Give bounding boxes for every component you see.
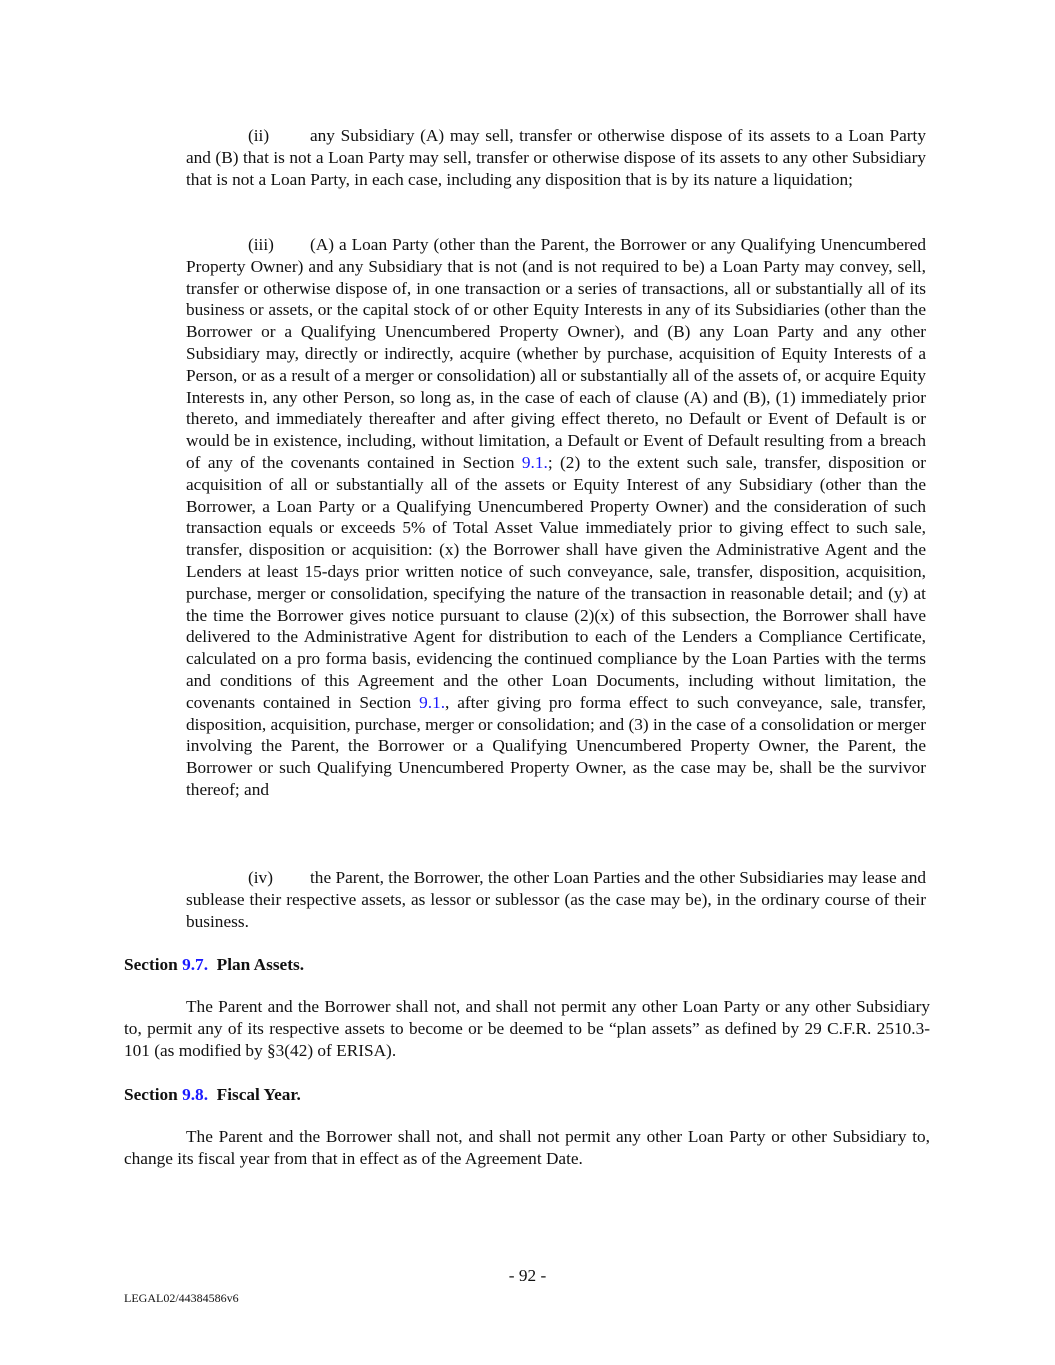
section-9-1-link[interactable]: 9.1. <box>521 452 548 472</box>
section-9-8-heading <box>124 1084 301 1106</box>
section-9-8-title: Fiscal Year. <box>216 1085 301 1104</box>
section-9-8-link[interactable]: 9.8. <box>182 1085 209 1104</box>
clause-ii-text: any Subsidiary (A) may sell, transfer or otherwise dispose of its assets to a Loan Party and (B) that is not a Loan Party may sell, transfer or otherwise dispose of its assets to any other Subsidiary that is not a Loan Party, in each case, including any disposition that is by its nature a liquidation; <box>186 126 926 189</box>
clause-ii-number: (ii) <box>248 126 270 145</box>
section-9-8-body: The Parent and the Borrower shall not, and shall not permit any other Loan Party or other Subsidiary to, change its fiscal year from that in effect as of the Agreement Date. <box>124 1127 930 1168</box>
clause-iv-text: the Parent, the Borrower, the other Loan Parties and the other Subsidiaries may lease and sublease their respective assets, as lessor or sublessor (as the case may be), in the ordinary course of their business. <box>186 868 926 931</box>
section-9-7-prefix: Section <box>124 955 183 974</box>
clause-iv <box>186 867 926 932</box>
section-9-7-heading <box>124 954 304 976</box>
clause-iii-text-1: (A) a Loan Party (other than the Parent, the Borrower or any Qualifying Unencumbered Property Owner) and any Subsidiary that is not (and is not required to be) a Loan Party may convey, sell, transfer or otherwise dispose of, in one transaction or a series of transactions, all or substantially all of its business or assets, or the capital stock of or other Equity Interests in any of its Subsidiaries (other than the Borrower or a Qualifying Unencumbered Property Owner), and (B) any Loan Party and any other Subsidiary may, directly or indirectly, acquire (whether by purchase, acquisition of Equity Interests of a Person, or as a result of a merger or consolidation) all or substantially all of the assets of, or acquire Equity Interests in, any other Person, so long as, in the case of each of clause (A) and (B), (1) immediately prior thereto, and immediately thereafter and after giving effect thereto, no Default or Event of Default is or would be in existence, including, without limitation, a Default or Event of Default resulting from a breach of any of the covenants contained in Section <box>186 235 926 472</box>
section-9-7-body: The Parent and the Borrower shall not, and shall not permit any other Loan Party or any other Subsidiary to, permit any of its respective assets to become or be deemed to be “plan assets” as defined by 29 C.F.R. 2510.3-101 (as modified by §3(42) of ERISA). <box>124 997 930 1060</box>
section-9-7-link[interactable]: 9.7. <box>182 955 209 974</box>
section-9-8-prefix: Section <box>124 1085 183 1104</box>
clause-iii-number: (iii) <box>248 235 274 254</box>
section-9-7-title: Plan Assets. <box>216 955 305 974</box>
page-number: - 92 - <box>508 1266 547 1285</box>
clause-iv-number: (iv) <box>248 868 273 887</box>
document-id: LEGAL02/44384586v6 <box>124 1291 239 1305</box>
clause-iii-text-3: , after giving pro forma effect to such conveyance, sale, transfer, disposition, acquisition, purchase, merger or consolidation; and (3) in the case of a consolidation or merger involving the Parent, the Borrower or a Qualifying Unencumbered Property Owner, the Parent, the Borrower or such Qualifying Unencumbered Property Owner, as the case may be, shall be the survivor thereof; and <box>186 692 926 799</box>
clause-iii <box>186 234 926 801</box>
clause-iii-text-2: ; (2) to the extent such sale, transfer, disposition or acquisition of all or substantially all of the assets or Equity Interest of any Subsidiary (other than the Borrower, a Loan Party or a Qualifying Unencumbered Property Owner) and the consideration of such transaction equals or exceeds 5% of Total Asset Value immediately prior to giving effect to such sale, transfer, disposition or acquisition: (x) the Borrower shall have given the Administrative Agent and the Lenders at least 15-days prior written notice of such conveyance, sale, transfer, disposition, acquisition, purchase, merger or consolidation, specifying the nature of the transaction in reasonable detail; and (y) at the time the Borrower gives notice pursuant to clause (2)(x) of this subsection, the Borrower shall have delivered to the Administrative Agent for distribution to each of the Lenders a Compliance Certificate, calculated on a pro forma basis, evidencing the continued compliance by the Loan Parties with the terms and conditions of this Agreement and the other Loan Documents, including without limitation, the covenants contained in Section <box>186 452 926 712</box>
clause-ii <box>186 125 926 190</box>
section-9-1-link-2[interactable]: 9.1. <box>419 692 446 712</box>
